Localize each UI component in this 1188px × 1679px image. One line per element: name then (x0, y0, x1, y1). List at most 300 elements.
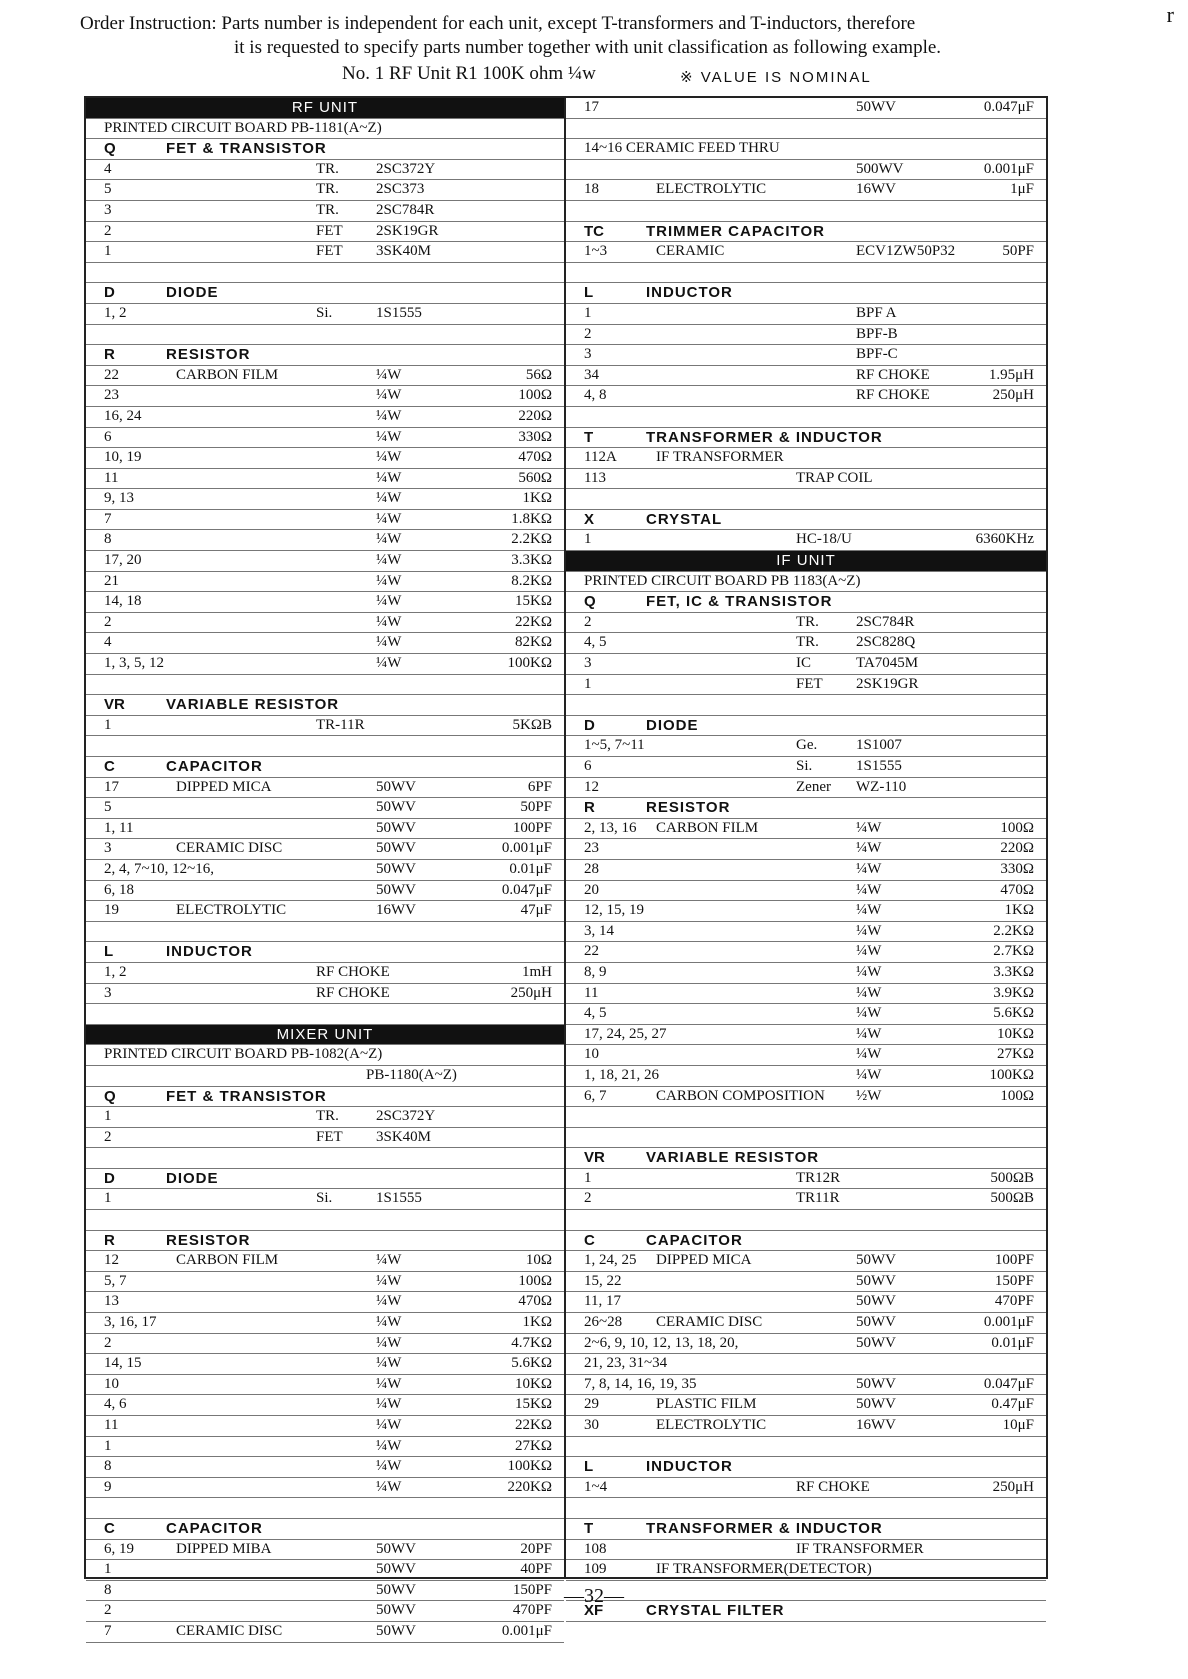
part-number: 11 (104, 469, 119, 486)
part-row (566, 1416, 1046, 1437)
part-row (86, 592, 564, 613)
part-row (566, 366, 1046, 387)
blank-row (86, 736, 564, 757)
section-heading (86, 1087, 564, 1108)
section-code: C (584, 1231, 595, 1249)
part-row (86, 366, 564, 387)
part-row (566, 242, 1046, 263)
part-spec: ¼W (376, 407, 402, 424)
part-row (86, 654, 564, 675)
part-row (566, 881, 1046, 902)
part-row (566, 1272, 1046, 1293)
part-row (566, 736, 1046, 757)
section-heading (86, 1519, 564, 1540)
part-number: 22 (104, 366, 119, 383)
part-number: 3 (584, 655, 592, 672)
section-code: R (584, 799, 595, 817)
part-value: 250μH (992, 387, 1034, 404)
board-label: PB-1180(A~Z) (366, 1066, 457, 1083)
section-heading (86, 695, 564, 716)
part-row (566, 160, 1046, 181)
part-value: 100PF (994, 1252, 1034, 1269)
blank-row (566, 201, 1046, 222)
part-value: 100Ω (1000, 819, 1034, 836)
part-number: 1 (104, 1561, 112, 1578)
part-kind: TR. (316, 181, 339, 198)
part-number: 2 (584, 1190, 592, 1207)
part-row (86, 984, 564, 1005)
part-number: 6 (104, 428, 112, 445)
part-spec: 50WV (856, 1396, 896, 1413)
part-number: 17, 20 (104, 552, 142, 569)
part-kind: FET (316, 243, 343, 260)
part-value: 100PF (512, 819, 552, 836)
part-number: 1, 11 (104, 819, 134, 836)
section-title: CAPACITOR (166, 1519, 263, 1537)
part-number: 12, 15, 19 (584, 902, 644, 919)
part-value: 0.047μF (983, 1375, 1034, 1392)
part-kind: TR. (796, 613, 819, 630)
part-spec: ¼W (376, 490, 402, 507)
left-parts-column (84, 96, 565, 1639)
part-spec: ¼W (376, 1417, 402, 1433)
part-spec: ¼W (376, 593, 402, 610)
part-spec: ¼W (376, 655, 402, 672)
section-heading (566, 283, 1046, 304)
part-value: 2.7KΩ (993, 943, 1034, 960)
part-spec: ¼W (376, 510, 402, 527)
part-number: 7 (104, 1622, 112, 1639)
part-row (86, 1622, 564, 1643)
part-row (566, 675, 1046, 696)
part-spec: ¼W (376, 1458, 402, 1475)
part-spec: ¼W (856, 840, 882, 857)
part-number: 1~5, 7~11 (584, 737, 645, 754)
part-row (86, 613, 564, 634)
part-spec: 2SC784R (376, 201, 435, 218)
part-value: 3.3KΩ (993, 963, 1034, 980)
part-row (86, 881, 564, 902)
page-number: —32— (564, 1585, 624, 1607)
part-type: DIPPED MICA (176, 778, 272, 795)
part-value: 470Ω (518, 449, 552, 466)
part-value: 2.2KΩ (511, 531, 552, 548)
blank-row (566, 1128, 1046, 1149)
part-kind: RF CHOKE (316, 984, 390, 1001)
part-spec: 50WV (376, 860, 416, 877)
part-value: 1.8KΩ (511, 510, 552, 527)
part-row (566, 180, 1046, 201)
part-row (566, 1087, 1046, 1108)
part-value: 0.047μF (501, 881, 552, 898)
part-row (566, 1560, 1046, 1581)
part-kind: IF TRANSFORMER (796, 1540, 924, 1557)
part-value: 330Ω (1000, 860, 1034, 877)
part-number: 1, 2 (104, 963, 127, 980)
part-row (566, 1251, 1046, 1272)
section-title: DIODE (166, 284, 219, 302)
blank-row (566, 263, 1046, 284)
part-value: 22KΩ (515, 1417, 552, 1433)
part-row (86, 551, 564, 572)
part-spec: ¼W (376, 552, 402, 569)
part-value: 220KΩ (507, 1478, 552, 1495)
part-row (86, 572, 564, 593)
part-row (86, 1128, 564, 1149)
part-number: 1 (584, 531, 592, 548)
part-number: 8 (104, 1581, 112, 1598)
part-spec: 2SC784R (856, 613, 915, 630)
section-title: TRANSFORMER & INDUCTOR (646, 1519, 883, 1537)
part-spec: 2SK19GR (376, 222, 439, 239)
part-type: ELECTROLYTIC (656, 181, 767, 198)
part-row (86, 222, 564, 243)
part-value: 10Ω (525, 1252, 552, 1269)
part-kind: TR12R (796, 1169, 841, 1186)
part-value: 0.01μF (991, 1334, 1034, 1351)
part-row (86, 1292, 564, 1313)
part-row (566, 469, 1046, 490)
part-kind: Si. (316, 1190, 333, 1207)
part-number: 10 (584, 1046, 599, 1063)
part-spec: 50WV (856, 1314, 896, 1331)
part-spec: 1S1555 (376, 1190, 422, 1207)
order-instruction (80, 12, 1120, 86)
part-spec: ¼W (856, 819, 882, 836)
part-spec: BPF-B (856, 325, 898, 342)
section-heading (86, 139, 564, 160)
board-row (86, 119, 564, 140)
section-code: T (584, 428, 594, 446)
instruction-line-2: it is requested to specify parts number together with unit classification as following example. (234, 37, 942, 58)
part-value: 0.047μF (983, 99, 1034, 115)
part-spec: ¼W (376, 469, 402, 486)
unit-title-bar (566, 551, 1046, 572)
section-heading (86, 283, 564, 304)
part-value: 470Ω (1000, 881, 1034, 898)
part-value: 0.01μF (509, 860, 552, 877)
section-code: C (104, 758, 115, 775)
part-spec: ¼W (376, 1478, 402, 1495)
part-number: 2 (104, 222, 112, 239)
part-type: CARBON FILM (656, 819, 759, 836)
part-value: 250μH (510, 984, 552, 1001)
part-number: 1, 18, 21, 26 (584, 1066, 659, 1083)
right-parts-column (564, 96, 1048, 1620)
blank-row (86, 263, 564, 284)
blank-row (86, 325, 564, 346)
part-number: 3 (584, 346, 592, 363)
part-value: 5.6KΩ (993, 1005, 1034, 1022)
section-title: DIODE (166, 1169, 219, 1187)
part-value: 470PF (512, 1602, 552, 1619)
part-spec: ¼W (856, 1005, 882, 1022)
part-number: 4, 8 (584, 387, 607, 404)
part-row (86, 469, 564, 490)
part-spec: ¼W (376, 387, 402, 404)
part-row (566, 1478, 1046, 1499)
part-row (86, 1375, 564, 1396)
part-type: CERAMIC DISC (656, 1314, 763, 1331)
part-spec: 50WV (376, 840, 416, 857)
part-row (86, 510, 564, 531)
part-number: 4, 5 (584, 1005, 607, 1022)
part-number: 2 (104, 1128, 112, 1145)
part-value: 100KΩ (989, 1066, 1034, 1083)
blank-row (566, 1437, 1046, 1458)
part-number: 1 (104, 1190, 112, 1207)
part-spec: ¼W (376, 449, 402, 466)
section-code: D (584, 716, 595, 734)
part-row (86, 1540, 564, 1561)
part-number: 17, 24, 25, 27 (584, 1025, 667, 1042)
part-value: 220Ω (1000, 840, 1034, 857)
part-number: 6 (584, 758, 592, 774)
part-row (86, 428, 564, 449)
part-number: 3 (104, 201, 112, 218)
section-code: X (584, 510, 595, 528)
part-row (566, 922, 1046, 943)
part-row (566, 757, 1046, 778)
part-number: 23 (104, 387, 119, 404)
part-number: 2~6, 9, 10, 12, 13, 18, 20, (584, 1334, 739, 1351)
part-number: 2 (104, 1602, 112, 1619)
part-row (86, 1251, 564, 1272)
part-row (86, 1457, 564, 1478)
part-row (86, 1478, 564, 1499)
part-number: 2 (584, 613, 592, 630)
blank-row (566, 489, 1046, 510)
part-kind: TR. (316, 160, 339, 177)
part-value: 100KΩ (507, 1458, 552, 1475)
part-spec: ¼W (376, 1334, 402, 1351)
part-row (566, 325, 1046, 346)
part-type: CERAMIC (656, 243, 725, 260)
section-title: INDUCTOR (646, 284, 733, 302)
part-spec: ¼W (376, 613, 402, 630)
part-value: 10KΩ (515, 1375, 552, 1392)
part-number: 26~28 (584, 1314, 623, 1331)
section-heading (86, 942, 564, 963)
section-code: C (104, 1519, 115, 1537)
part-kind: TR. (316, 201, 339, 218)
part-row (86, 1416, 564, 1437)
part-spec: 50WV (376, 1581, 416, 1598)
part-row (86, 1189, 564, 1210)
part-row (566, 819, 1046, 840)
section-title: CAPACITOR (646, 1231, 743, 1249)
part-value: 27KΩ (997, 1046, 1034, 1063)
part-spec: ¼W (856, 922, 882, 939)
board-row (86, 1066, 564, 1087)
part-row (566, 1292, 1046, 1313)
part-value: 0.001μF (501, 1622, 552, 1639)
part-value: 500ΩB (990, 1169, 1034, 1186)
part-row (86, 1272, 564, 1293)
part-row (86, 242, 564, 263)
part-number: 1~3 (584, 243, 608, 260)
section-title: INDUCTOR (646, 1458, 733, 1476)
blank-row (86, 1210, 564, 1231)
board-row (86, 1045, 564, 1066)
part-value: 470PF (994, 1293, 1034, 1310)
part-spec: ¼W (856, 984, 882, 1001)
part-number: 1 (104, 1108, 112, 1125)
part-number: 7 (104, 510, 112, 527)
part-number: 30 (584, 1417, 599, 1433)
part-spec: RF CHOKE (856, 366, 930, 383)
part-value: 100KΩ (507, 655, 552, 672)
part-value: 6PF (527, 778, 552, 795)
part-value: 0.001μF (501, 840, 552, 857)
part-spec: 50WV (376, 1540, 416, 1557)
part-value: 0.47μF (991, 1396, 1034, 1413)
part-number: 6, 18 (104, 881, 134, 898)
section-heading (86, 345, 564, 366)
blank-row (566, 695, 1046, 716)
part-value: 100Ω (518, 387, 552, 404)
part-row (86, 386, 564, 407)
part-row (86, 778, 564, 799)
part-type: CERAMIC DISC (176, 1622, 283, 1639)
part-number: 11 (104, 1417, 119, 1433)
section-heading (86, 1169, 564, 1190)
part-spec: ¼W (856, 1025, 882, 1042)
part-value: 330Ω (518, 428, 552, 445)
part-spec: ¼W (376, 1396, 402, 1413)
part-row (566, 1066, 1046, 1087)
part-number: 7, 8, 14, 16, 19, 35 (584, 1375, 697, 1392)
part-spec: WZ-110 (856, 778, 907, 795)
part-number: 5 (104, 799, 112, 816)
section-heading (566, 716, 1046, 737)
part-value: 1mH (522, 963, 552, 980)
part-spec: 50WV (856, 1252, 896, 1269)
part-value: 5.6KΩ (511, 1355, 552, 1372)
part-spec: ¼W (376, 531, 402, 548)
part-type: IF TRANSFORMER (656, 449, 784, 466)
section-title: VARIABLE RESISTOR (646, 1149, 820, 1167)
section-title: FET & TRANSISTOR (166, 140, 327, 158)
part-spec: ¼W (856, 1046, 882, 1063)
part-row (566, 901, 1046, 922)
part-row (566, 1025, 1046, 1046)
part-spec: 2SC372Y (376, 160, 436, 177)
section-code: R (104, 346, 115, 364)
section-code: XF (584, 1602, 604, 1620)
part-type: ELECTROLYTIC (656, 1417, 767, 1433)
part-value: 560Ω (518, 469, 552, 486)
section-code: Q (104, 140, 116, 158)
part-row (566, 1395, 1046, 1416)
part-number: 2 (584, 325, 592, 342)
part-kind: Si. (796, 758, 813, 774)
part-spec: ¼W (376, 366, 402, 383)
nominal-note: ※ VALUE IS NOMINAL (680, 69, 872, 86)
blank-row (566, 119, 1046, 140)
part-row (86, 901, 564, 922)
section-heading (566, 798, 1046, 819)
section-code: R (104, 1231, 115, 1249)
part-value: 27KΩ (515, 1437, 552, 1454)
part-value: 47μF (520, 902, 552, 919)
part-spec: 16WV (376, 902, 416, 919)
part-type: IF TRANSFORMER(DETECTOR) (656, 1561, 872, 1578)
part-spec: ¼W (376, 572, 402, 589)
corner-mark: r (1166, 2, 1174, 27)
part-value: 3.3KΩ (511, 552, 552, 569)
part-spec: ¼W (376, 1272, 402, 1289)
section-title: DIODE (646, 716, 699, 734)
part-value: 100Ω (1000, 1087, 1034, 1104)
part-value: 0.001μF (983, 160, 1034, 177)
section-heading (566, 222, 1046, 243)
part-spec: 16WV (856, 181, 896, 198)
part-type: CARBON FILM (176, 366, 279, 383)
part-spec: 50WV (856, 1272, 896, 1289)
part-number: 4, 5 (584, 634, 607, 651)
part-number: 5, 7 (104, 1272, 127, 1289)
part-value: 0.001μF (983, 1314, 1034, 1331)
part-spec: 3SK40M (376, 1128, 432, 1145)
part-row (86, 407, 564, 428)
part-row (566, 345, 1046, 366)
section-title: FET & TRANSISTOR (166, 1087, 327, 1105)
part-number: 20 (584, 881, 599, 898)
part-number: 29 (584, 1396, 599, 1413)
part-number: 10 (104, 1375, 119, 1392)
part-spec: ¼W (376, 1355, 402, 1372)
section-heading (566, 1457, 1046, 1478)
part-number: 112A (584, 449, 617, 466)
section-heading (86, 757, 564, 778)
part-value: 1KΩ (522, 1314, 552, 1331)
part-row (566, 654, 1046, 675)
section-title: RESISTOR (166, 1231, 251, 1249)
section-title: RESISTOR (166, 346, 251, 364)
part-number: 12 (104, 1252, 119, 1269)
part-kind: FET (316, 222, 343, 239)
part-value: 250μH (992, 1478, 1034, 1495)
part-number: 2, 4, 7~10, 12~16, (104, 860, 214, 877)
part-type: PLASTIC FILM (656, 1396, 757, 1413)
part-number: 5 (104, 181, 112, 198)
part-number: 3 (104, 984, 112, 1001)
part-row (566, 386, 1046, 407)
part-value: 15KΩ (515, 593, 552, 610)
section-code: T (584, 1519, 594, 1537)
part-number: 11, 17 (584, 1293, 621, 1310)
part-value: 40PF (520, 1561, 552, 1578)
section-title: VARIABLE RESISTOR (166, 696, 340, 714)
part-number: 8 (104, 531, 112, 548)
part-value: 50PF (1002, 243, 1034, 260)
part-row (86, 448, 564, 469)
part-row (566, 778, 1046, 799)
section-heading (566, 592, 1046, 613)
part-kind: RF CHOKE (796, 1478, 870, 1495)
section-heading (566, 428, 1046, 449)
part-row (86, 304, 564, 325)
part-row (86, 1395, 564, 1416)
unit-title: IF UNIT (776, 552, 836, 570)
part-row (86, 1313, 564, 1334)
section-code: L (584, 284, 594, 302)
unit-title-bar (86, 98, 564, 119)
part-spec: 2SC828Q (856, 634, 916, 651)
section-title: CRYSTAL FILTER (646, 1602, 785, 1620)
part-spec: BPF A (856, 304, 897, 321)
